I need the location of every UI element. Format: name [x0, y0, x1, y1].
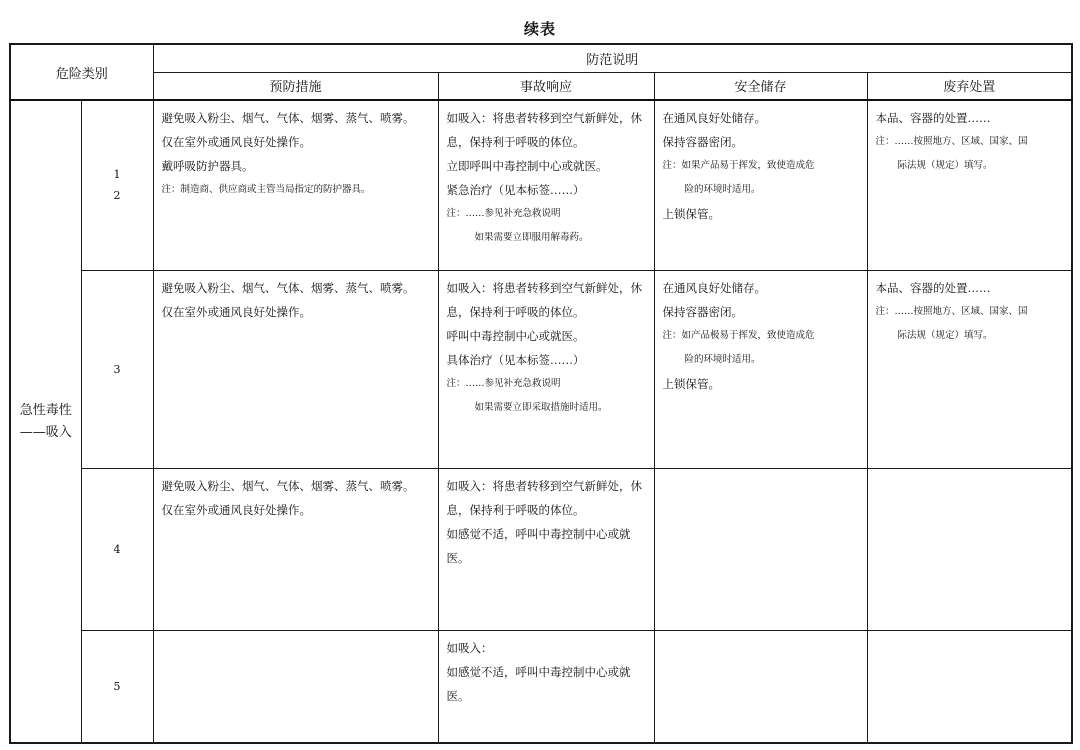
text-line: 本品、容器的处置……	[875, 111, 991, 125]
precaution-table	[9, 43, 1073, 744]
hazard-category-label	[10, 100, 81, 743]
hazard-level	[81, 630, 153, 743]
note-text: 注：如产品极易于挥发，致使造成危	[662, 329, 815, 341]
text-line: 仅在室外或通风良好处操作。	[161, 135, 312, 149]
level-value: 2	[113, 189, 121, 203]
text-line: 上锁保管。	[662, 376, 721, 391]
table-row	[10, 270, 1072, 468]
prevention-cell	[153, 100, 438, 270]
text-line: 避免吸入粉尘、烟气、气体、烟雾、蒸气、喷雾。	[161, 478, 415, 493]
storage-cell	[654, 630, 867, 743]
note-text: 如果需要立即采取措施时适用。	[474, 401, 608, 413]
hazard-level	[81, 100, 153, 270]
note-text: 险的环境时适用。	[684, 353, 761, 365]
text-line: 仅在室外或通风良好处操作。	[161, 502, 312, 517]
storage-cell	[654, 270, 867, 468]
text-line: 在通风良好处储存。	[662, 111, 767, 125]
hazard-level	[81, 468, 153, 630]
hazard-level	[81, 270, 153, 468]
text-line: 紧急治疗（见本标签……）	[446, 183, 585, 197]
text-line: 避免吸入粉尘、烟气、气体、烟雾、蒸气、喷雾。	[161, 280, 415, 295]
header-precaution-group: 防范说明	[153, 44, 1072, 72]
text-line: 具体治疗（见本标签……）	[446, 352, 585, 367]
table-row	[10, 630, 1072, 743]
text-line: 如吸入：将患者转移到空气新鲜处，休息，保持利于呼吸的体位。	[446, 280, 643, 319]
text-line: 保持容器密闭。	[662, 135, 744, 149]
note-text: 注：……参见补充急救说明	[446, 377, 561, 389]
disposal-cell	[867, 100, 1072, 270]
table-row	[10, 468, 1072, 630]
response-cell	[438, 468, 654, 630]
response-cell	[438, 270, 654, 468]
level-value: 3	[113, 362, 121, 376]
disposal-cell	[867, 270, 1072, 468]
text-line: 仅在室外或通风良好处操作。	[161, 304, 312, 319]
table-caption: 续表	[523, 20, 556, 38]
header-response: 事故响应	[438, 72, 654, 100]
text-line: 如感觉不适，呼叫中毒控制中心或就医。	[446, 526, 631, 565]
header-storage: 安全储存	[654, 72, 867, 100]
level-value: 1	[113, 168, 121, 182]
text-line: 在通风良好处储存。	[662, 280, 767, 295]
text-line: 立即呼叫中毒控制中心或就医。	[446, 159, 608, 173]
text-line: 保持容器密闭。	[662, 304, 744, 319]
text-line: 避免吸入粉尘、烟气、气体、烟雾、蒸气、喷雾。	[161, 111, 415, 125]
disposal-cell	[867, 468, 1072, 630]
category-subline: ——吸入	[19, 424, 72, 440]
header-prevention: 预防措施	[153, 72, 438, 100]
response-cell	[438, 630, 654, 743]
prevention-cell	[153, 630, 438, 743]
text-line: 如感觉不适，呼叫中毒控制中心或就医。	[446, 664, 631, 703]
header-disposal: 废弃处置	[867, 72, 1072, 100]
text-line: 呼叫中毒控制中心或就医。	[446, 328, 585, 343]
header-hazard-category: 危险类别	[10, 44, 153, 100]
text-line: 上锁保管。	[662, 207, 721, 221]
text-line: 如吸入：将患者转移到空气新鲜处，休息，保持利于呼吸的体位。	[446, 478, 643, 517]
prevention-cell	[153, 270, 438, 468]
text-line: 如吸入：将患者转移到空气新鲜处，休息，保持利于呼吸的体位。	[446, 111, 643, 149]
note-text: 注：制造商、供应商或主管当局指定的防护器具。	[161, 184, 371, 195]
note-text: 注：……按照地方、区域、国家、国	[875, 305, 1028, 317]
note-text: 注：如果产品易于挥发，致使造成危	[662, 160, 815, 171]
storage-cell	[654, 468, 867, 630]
response-cell	[438, 100, 654, 270]
storage-cell	[654, 100, 867, 270]
note-text: 际法规（规定）填写。	[897, 329, 993, 341]
text-line: 本品、容器的处置……	[875, 280, 991, 295]
text-line: 如吸入：	[446, 640, 493, 655]
text-line: 戴呼吸防护器具。	[161, 159, 254, 173]
note-text: 注：……按照地方、区域、国家、国	[875, 136, 1028, 147]
note-text: 注：……参见补充急救说明	[446, 208, 561, 219]
category-line: 急性毒性	[19, 402, 72, 418]
level-value: 4	[113, 542, 121, 556]
table-row	[10, 100, 1072, 270]
note-text: 如果需要立即服用解毒药。	[474, 232, 589, 243]
note-text: 际法规（规定）填写。	[897, 160, 993, 171]
prevention-cell	[153, 468, 438, 630]
level-value: 5	[113, 679, 121, 693]
disposal-cell	[867, 630, 1072, 743]
note-text: 险的环境时适用。	[684, 184, 761, 195]
